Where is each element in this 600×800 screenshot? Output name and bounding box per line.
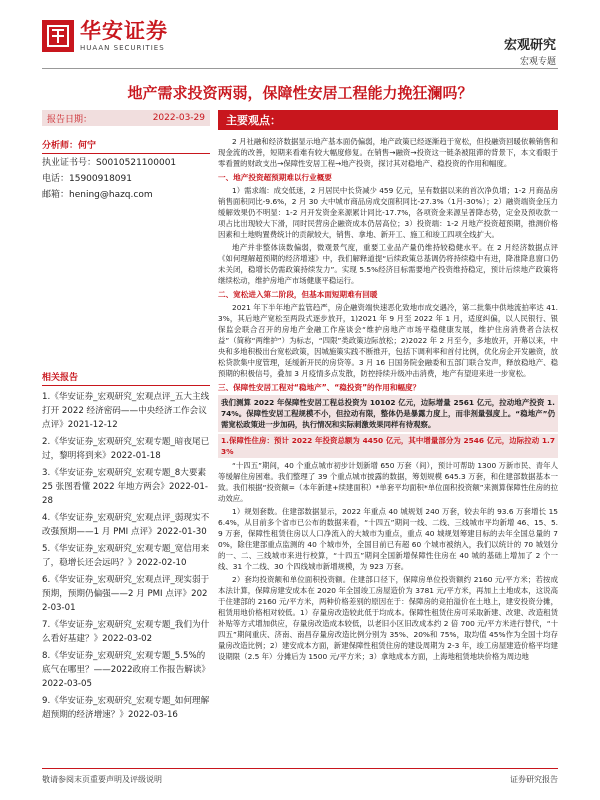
report-type: 宏观研究 <box>503 38 556 53</box>
footer-disclaimer: 敬请参阅末页重要声明及评级说明 <box>42 775 162 784</box>
related-report-item[interactable]: 8.《华安证券_宏观研究_宏观专题_5.5%的底气在哪里？——2022政府工作报告解读》2022-03-05 <box>42 651 210 689</box>
related-report-item[interactable]: 9.《华安证券_宏观研究_宏观专题_如何理解超预期的经济增速？》2022-03-16 <box>42 696 210 720</box>
report-subtype: 宏观专题 <box>519 57 556 67</box>
section-3-subheading: 1.保障性住房：预计 2022 年投资总额为 4450 亿元，其中增量部分为 2546 亿元，边际拉动 1.73% <box>218 434 558 458</box>
section-1-heading: 一、地产投资超预期难以行业概要 <box>218 173 332 182</box>
analyst-phone: 电话：15900918091 <box>42 174 132 184</box>
sidebar <box>42 110 210 725</box>
analyst-cert: 执业证书号：S0010521100001 <box>42 158 177 168</box>
section-1-paragraph-1: 1）需求端：成交低迷，2 月居民中长贷减少 459 亿元，呈有数据以来的首次净负增；1-2 月商品房销售面积同比-9.6%，2 月 30 大中城市商品房成交面积同比-27.3%（1月-30%）；2）融资端资金压力缓解效果仍不明显：1-2 月开发资金来源累计同比-17.7%，各项资金来源呈普降态势，定金及预收款一项占比出现较大下滑，同时民营房企融资成本仍居高位；3）投资端：1-2 月地产投资超预期，推测价格因素和土地购置费统计的贡献较大，销售、拿地、新开工、施工和竣工四项全线扩大。 <box>218 186 558 239</box>
related-report-item[interactable]: 3.《华安证券_宏观研究_宏观专题_8大要素 25 张图看懂 2022 年地方两会》2022-01-28 <box>42 468 208 506</box>
section-3-heading: 三、保障性安居工程对“稳地产”、“稳投资”的作用和幅度？ <box>218 383 421 392</box>
section-3-paragraph-1: “十四五”期间，40 个重点城市初步计划新增 650 万套（间），预计可帮助 1300 万新市民、青年人等缓解住房困难。我们整理了 39 个重点城市披露的数据，筹划规模 645.3 万套，和住建部数据基本一致。我们根据“投资额=（本年新建+续建面积）*单套平均面积*单位面积投资额”来测算保障性住房的拉动效应。 <box>218 461 558 503</box>
page-header <box>0 0 600 72</box>
analyst-divider <box>42 153 210 154</box>
header-divider <box>42 68 558 69</box>
section-2-paragraph-1: 2021 年下半年地产监管趋严，房企融资端快速恶化致地市成交遇冷，第二批集中供地流拍率达 41.3%，其后地产宽松至两段式逐步放开，1)2021 年 9 月至 2022 年 1 月，适度纠偏，以人民银行、银保监会联合召开的房地产金融工作座谈会“维护房地产市场平稳健康发展，维护住房消费者合法权益”（简称“两维护”）为标志，“四限”类政策边际放松；2)2022 年 2 月至今，多地放开，开幕以来，中央和多地积极出台宽松政策，因城施策实践不断推开，包括下调利率和首付比例，优化房企开发融资，放松贷款集中度管理，延缓新开民的房贷等。3 月 16 日国务院金融委和五部门联合发声，释放稳地产、稳预期的积极信号，叠加 3 月疫情多点发散，防控持续升级冲击消费，地产有望迎来进一步宽松。 <box>218 303 558 378</box>
related-reports-heading: 相关报告 <box>42 373 79 383</box>
related-report-item[interactable]: 4.《华安证券_宏观研究_宏观点评_弱现实不改强预期——1 月 PMI 点评》2022-01-30 <box>42 513 210 537</box>
report-title: 地产需求投资两弱，保障性安居工程能力挽狂澜吗？ <box>127 84 473 102</box>
report-date-bar <box>42 110 210 126</box>
related-report-item[interactable]: 6.《华安证券_宏观研究_宏观点评_现实弱于预期，预期仍偏强——2 月 PMI 点评》2022-03-01 <box>42 575 210 613</box>
footer-divider <box>42 768 558 769</box>
footer-label: 证券研究报告 <box>510 775 558 784</box>
logo-english-name: HUAAN SECURITIES <box>80 44 165 52</box>
section-3-paragraph-3: 2）套均投资额和单位面积投资额。住建部口径下，保障房单位投资额约 2160 元/平方米；若按成本法计算，保障房建安成本在 2020 年全国竣工房屋造价为 3781 元/平方米，再加上土地成本，这说高于住建部的 2160 元/平方米，两种价格差别的原因在于：保障房的竞拍溢价在土地上，建安投资分摊，租赁用地价格相对较低。1）存量房改造较此低于均成本。保障性租赁住房可采取新建、改建、改造租赁补贴等方式增加供应，存量房改造成本较低，以老旧小区旧改成本约 2 倍 700 元/平方米进行替代，“十四五”期间重庆、济南、南昌存量房改造比例分别为 35%、20%和 75%，取均值 45%作为全国十均存量房改造比例；2）建安成本方面，新建保障性租赁住房的建设周期为 2-3 年，竣工房屋建造价格平均建设期限（2.5 年）分摊后为 1500 元/平方米；3）拿地成本方面，上海地租赁地块价格为周边地 <box>218 575 558 661</box>
analyst-email[interactable]: 邮箱：hening@hazq.com <box>42 190 153 200</box>
key-views-heading: 主要观点： <box>218 110 558 130</box>
related-reports-list <box>42 390 210 722</box>
main-content <box>218 110 558 664</box>
related-divider <box>42 385 210 386</box>
intro-paragraph: 2 月社融和经济数据显示地产基本面仍偏弱，地产政策已经逐渐趋于宽松，但投融资回暖依赖销售和现金流的改善，短期来看难有较大幅度修复。在销售→融资→投资这一链条被阻滞的背景下，本文看眼于零看置的财政支出→保障性安居工程→地产投资，探讨其对稳地产、稳投资的作用和幅度。 <box>218 137 558 168</box>
report-date: 2022-03-29 <box>152 113 205 123</box>
section-1-paragraph-2: 地产并非整体读数偏弱，微观景气度，重要工业品产量仍维持较稳健水平。在 2 月经济数据点评《如何理解超预期的经济增速》中，我们解释道提“后续政策总基调仍将持续稳中有进，降准降息窗口仍未关闭，稳增长仍需政策持续发力”。实现 5.5%经济目标需要地产投资维持稳定，预计后续地产政策将继续松动，维护房地产市场健康平稳运行。 <box>218 243 558 285</box>
body-text <box>218 136 558 662</box>
logo-chinese-name: 华安证券 <box>80 18 168 43</box>
related-report-item[interactable]: 5.《华安证券_宏观研究_宏观专题_宽信用来了，稳增长还会远吗？》2022-02-10 <box>42 544 210 568</box>
section-3-paragraph-2: 1）规划套数。住建部数据显示，2022 年重点 40 城规划 240 万套，较去年的 93.6 万套增长 156.4%，从目前多个省市已公布的数据来看，“十四五”期间一线、二线、三线城市平均新增 46、15、5.9 万套，保障性租赁住房以人口净流入的大城市为重点，重点 40 城规划筹建目标的去年全国总量的 70%，除住建部重点监测的 40 个城市外，全国目前已有超 60 个城市被纳入，我们以统计的 70 城划分的一、二、三线城市来进行校算，“十四五”期间全国新增保障性住房在 40 城的基础上增加了 2 个一线、31 个二线、30 个四线城市新增规模，为 923 万套。 <box>218 507 558 571</box>
report-date-label: 报告日期： <box>47 114 93 125</box>
analyst-name: 分析师：何宁 <box>42 141 97 151</box>
section-2-heading: 二、宽松进入第二阶段，但基本面短期难有回暖 <box>218 290 378 299</box>
section-3-summary-box: 我们测算 2022 年保障性安居工程总投资为 10102 亿元，边际增量 2561 亿元，拉动地产投资 1.74%。保障性安居工程规模不小，但拉动有限，整体仍是暴露力度上，而非剂量强度上。“稳地产”仍需宽松政策进一步加码，执行情况和实际刺激效果同样有待观察。 <box>218 395 558 432</box>
related-report-item[interactable]: 7.《华安证券_宏观研究_宏观专题_我们为什么看好基建？》2022-03-02 <box>42 620 210 644</box>
related-report-item[interactable]: 2.《华安证券_宏观研究_宏观专题_暗夜尾已过，黎明将到来》2022-01-18 <box>42 437 210 461</box>
company-logo <box>42 20 168 52</box>
logo-seal-icon <box>42 20 74 52</box>
related-report-item[interactable]: 1.《华安证券_宏观研究_宏观点评_五大主线打开 2022 经济密码——中央经济工作会议点评》2021-12-12 <box>42 392 210 430</box>
